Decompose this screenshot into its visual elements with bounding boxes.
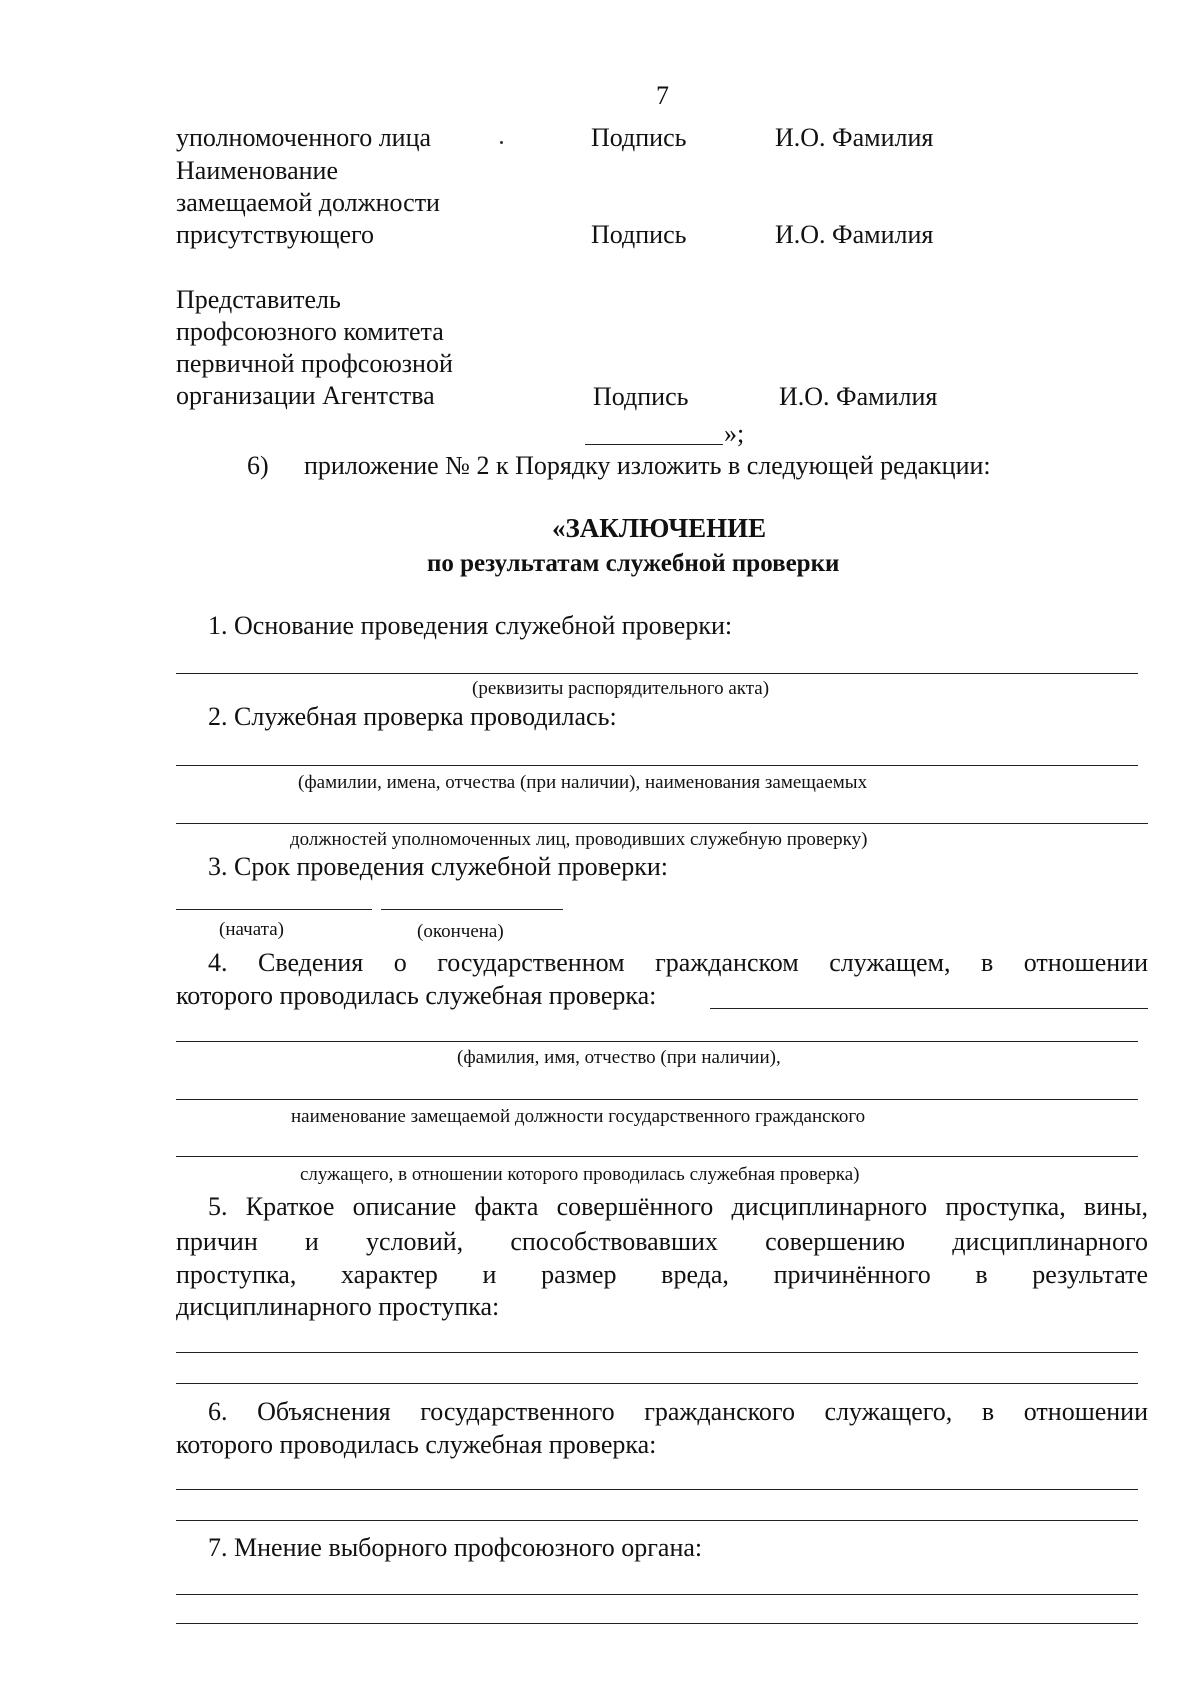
stray-dot (500, 141, 503, 144)
section-3-end-caption: (окончена) (417, 921, 504, 942)
signature-name-2: И.О. Фамилия (775, 220, 934, 249)
signature-position-3d: организации Агентства (176, 381, 435, 410)
section-3-start-field (176, 909, 372, 910)
section-4-caption-1: (фамилия, имя, отчество (при наличии), (457, 1047, 781, 1068)
section-3-heading: 3. Срок проведения служебной проверки: (208, 852, 669, 881)
section-2-field-2 (176, 823, 1148, 824)
section-1-caption: (реквизиты распорядительного акта) (472, 678, 770, 699)
section-5-line-3: проступка, характер и размер вреда, причинённого в результате (176, 1260, 1148, 1289)
item-6-text: приложение № 2 к Порядку изложить в следующей редакции: (304, 451, 991, 480)
conclusion-subtitle: по результатам служебной проверки (427, 550, 840, 577)
section-4-field-3 (176, 1156, 1138, 1157)
section-2-heading: 2. Служебная проверка проводилась: (208, 702, 617, 731)
section-2-caption-1: (фамилии, имена, отчества (при наличии), наименования замещаемых (298, 772, 868, 793)
section-2-caption-2: должностей уполномоченных лиц, проводивших служебную проверку) (290, 829, 868, 850)
section-1-field (176, 673, 1138, 674)
section-7-heading: 7. Мнение выборного профсоюзного органа: (208, 1533, 703, 1562)
section-2-field-1 (176, 765, 1138, 766)
section-4-field-inline (710, 1008, 1148, 1009)
item-6-number: 6) (247, 451, 269, 480)
signature-position-2c: присутствующего (176, 220, 374, 249)
section-5-field-1 (176, 1352, 1138, 1353)
section-5-line-2: причин и условий, способствовавших совершению дисциплинарного (176, 1227, 1148, 1256)
section-5-line-1: 5. Краткое описание факта совершённого дисциплинарного проступка, вины, (208, 1192, 1148, 1221)
page-number: 7 (656, 81, 669, 110)
section-1-heading: 1. Основание проведения служебной проверки: (208, 611, 733, 640)
signature-position-3c: первичной профсоюзной (176, 349, 453, 378)
closing-quote: »; (724, 419, 745, 448)
signature-name-1: И.О. Фамилия (775, 123, 934, 152)
section-4-field-2 (176, 1099, 1138, 1100)
signature-position-1: уполномоченного лица (176, 123, 432, 152)
section-7-field-2 (176, 1623, 1138, 1624)
section-6-line-2: которого проводилась служебная проверка: (176, 1430, 657, 1459)
conclusion-title: «ЗАКЛЮЧЕНИЕ (552, 513, 767, 543)
section-3-end-field (381, 909, 563, 910)
section-4-caption-3: служащего, в отношении которого проводилась служебная проверка) (300, 1164, 860, 1185)
section-6-line-1: 6. Объяснения государственного гражданского служащего, в отношении (208, 1397, 1148, 1426)
section-4-line-2: которого проводилась служебная проверка: (176, 981, 657, 1010)
signature-position-2b: замещаемой должности (176, 188, 440, 217)
signature-position-3b: профсоюзного комитета (176, 317, 444, 346)
signature-label-3: Подпись (593, 382, 689, 411)
signature-name-3: И.О. Фамилия (779, 382, 938, 411)
section-5-line-4: дисциплинарного проступка: (176, 1292, 500, 1321)
section-6-field-2 (176, 1520, 1138, 1521)
closing-underline (585, 444, 723, 445)
section-5-field-2 (176, 1383, 1138, 1384)
section-3-start-caption: (начата) (219, 919, 284, 940)
section-4-field-1 (176, 1041, 1138, 1042)
section-4-line-1: 4. Сведения о государственном гражданском служащем, в отношении (208, 948, 1148, 977)
section-7-field-1 (176, 1594, 1138, 1595)
signature-position-2a: Наименование (176, 156, 338, 185)
section-4-caption-2: наименование замещаемой должности государственного гражданского (291, 1106, 866, 1127)
signature-position-3a: Представитель (176, 285, 341, 314)
signature-label-2: Подпись (591, 220, 687, 249)
signature-label-1: Подпись (591, 123, 687, 152)
section-6-field-1 (176, 1489, 1138, 1490)
